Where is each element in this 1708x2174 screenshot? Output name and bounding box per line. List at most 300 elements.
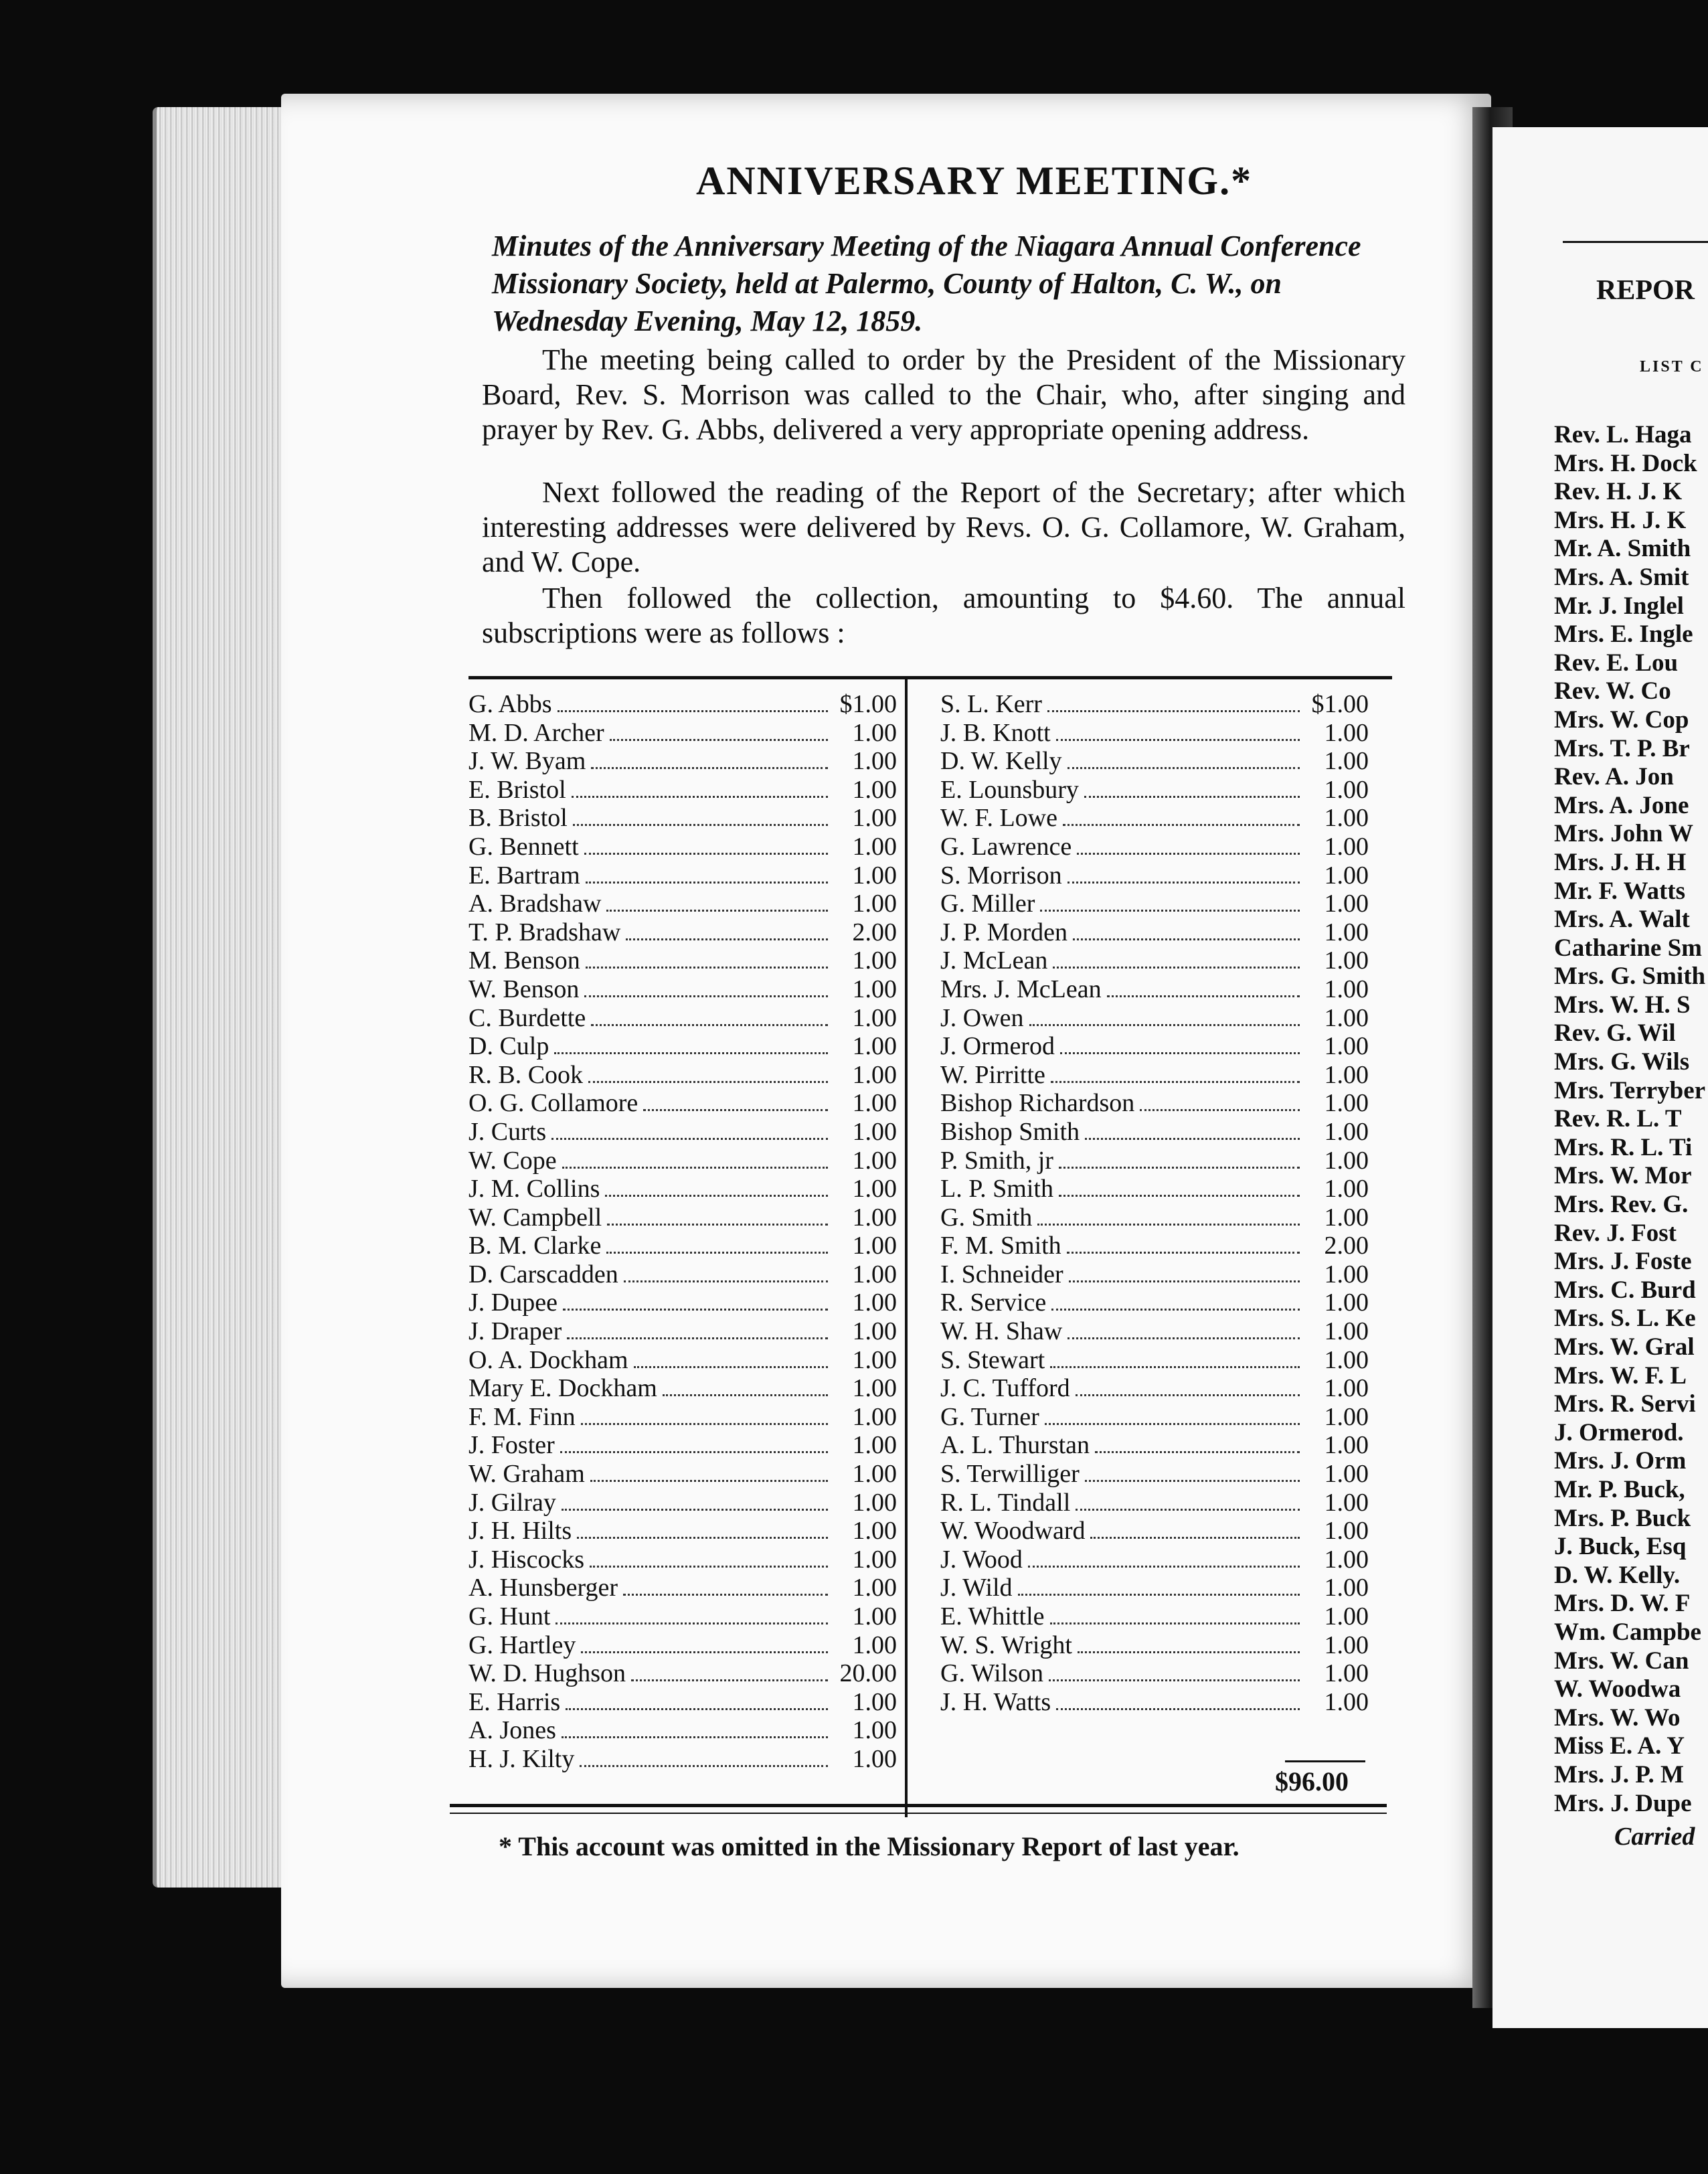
- leader-dots: [1076, 1394, 1300, 1396]
- right-page-name: Mrs. A. Jone: [1554, 791, 1689, 819]
- leader-dots: [1095, 1451, 1300, 1453]
- subscription-amount: 1.00: [852, 1488, 897, 1517]
- subscription-row: [468, 689, 897, 718]
- leader-dots: [563, 1309, 828, 1311]
- subscriber-name: W. Benson: [468, 975, 580, 1003]
- subscription-row: [468, 1630, 897, 1659]
- subscription-amount: 1.00: [1324, 1146, 1369, 1175]
- right-page-name: Mrs. John W: [1554, 820, 1693, 848]
- right-page-footer: Carried: [1614, 1823, 1695, 1851]
- subscription-row: [940, 1117, 1369, 1146]
- subscription-amount: 1.00: [852, 861, 897, 890]
- subscription-row: [468, 1716, 897, 1744]
- leader-dots: [573, 824, 828, 826]
- right-page-name: Rev. J. Fost: [1554, 1219, 1677, 1247]
- subscriber-name: W. Cope: [468, 1146, 557, 1175]
- subscription-amount: 1.00: [852, 1402, 897, 1431]
- subscriber-name: J. Gilray: [468, 1488, 556, 1517]
- paragraph-addresses: Next followed the reading of the Report of the Secretary; after which interesting addresses were delivered by Revs. O. G. Collamore, W. Graham, and W. Cope.: [482, 476, 1405, 578]
- right-page-name: D. W. Kelly.: [1554, 1561, 1681, 1589]
- subscription-row: [468, 861, 897, 890]
- subscription-row: [468, 803, 897, 832]
- right-page-name: Mrs. W. Mor: [1554, 1162, 1692, 1190]
- subscriber-name: G. Hunt: [468, 1602, 551, 1630]
- subscriber-name: A. Bradshaw: [468, 890, 602, 918]
- subscriber-name: J. W. Byam: [468, 747, 586, 776]
- leader-dots: [584, 853, 828, 855]
- right-page-name: Mrs. J. Orm: [1554, 1447, 1687, 1475]
- subscriber-name: G. Miller: [940, 890, 1035, 918]
- subscription-row: [468, 1288, 897, 1317]
- paragraph-collection: Then followed the collection, amounting to $4.60. The annual subscriptions were as follows :: [482, 582, 1405, 649]
- subscription-row: [468, 1602, 897, 1630]
- subscriber-name: B. Bristol: [468, 804, 568, 833]
- right-page-name: Rev. G. Wil: [1554, 1019, 1676, 1048]
- leader-dots: [1073, 938, 1300, 940]
- leader-dots: [607, 1224, 828, 1226]
- leader-dots: [1050, 1366, 1300, 1368]
- leader-dots: [590, 1480, 828, 1482]
- subscription-row: [940, 1659, 1369, 1687]
- subscription-amount: 1.00: [1324, 718, 1369, 747]
- leader-dots: [556, 1622, 828, 1624]
- subscriber-name: W. S. Wright: [940, 1630, 1072, 1659]
- subscriber-name: J. Hiscocks: [468, 1545, 585, 1574]
- leader-dots: [554, 1052, 828, 1054]
- leader-dots: [1077, 853, 1300, 855]
- subscription-row: [940, 1630, 1369, 1659]
- subscriber-name: T. P. Bradshaw: [468, 918, 621, 946]
- subscription-row: [468, 1203, 897, 1232]
- subscriber-name: J. M. Collins: [468, 1175, 600, 1203]
- subscriber-name: E. Lounsbury: [940, 775, 1079, 804]
- subscription-row: [468, 1231, 897, 1260]
- subscription-row: [940, 861, 1369, 890]
- subscriber-name: R. Service: [940, 1288, 1047, 1317]
- subscriber-name: G. Smith: [940, 1203, 1033, 1232]
- leader-dots: [584, 995, 828, 997]
- meeting-subtitle: Minutes of the Anniversary Meeting of the Niagara Annual Conference Missionary Society, held at Palermo, County of Halton, C. W., on Wednesday Evening, May 12, 1859.: [492, 230, 1361, 337]
- subscription-amount: 1.00: [1324, 1117, 1369, 1146]
- subscriber-name: A. Jones: [468, 1716, 556, 1745]
- subscriber-name: J. H. Watts: [940, 1687, 1051, 1716]
- subscription-amount: 1.00: [852, 1687, 897, 1716]
- leader-dots: [558, 710, 828, 712]
- right-page-name: Catharine Sm: [1554, 934, 1702, 962]
- leader-dots: [562, 1736, 828, 1738]
- right-page-title: REPOR: [1596, 275, 1695, 306]
- subscription-amount: 1.00: [1324, 1402, 1369, 1431]
- leader-dots: [1056, 739, 1300, 741]
- leader-dots: [663, 1394, 828, 1396]
- leader-dots: [1047, 710, 1300, 712]
- leader-dots: [624, 1280, 828, 1282]
- right-page-name: Mr. F. Watts: [1554, 877, 1685, 905]
- leader-dots: [591, 1024, 828, 1026]
- right-page-name: Mrs. A. Walt: [1554, 906, 1690, 934]
- subscription-row: [468, 775, 897, 804]
- subscriber-name: E. Bartram: [468, 861, 580, 890]
- subscriber-name: H. J. Kilty: [468, 1744, 575, 1773]
- subscriber-name: D. Carscadden: [468, 1260, 618, 1288]
- subscriber-name: W. D. Hughson: [468, 1659, 626, 1688]
- subscription-row: [940, 889, 1369, 918]
- subscriber-name: Bishop Smith: [940, 1117, 1080, 1146]
- subscription-amount: 1.00: [852, 1146, 897, 1175]
- subscriptions-total: $96.00: [1275, 1766, 1349, 1796]
- subscription-row: [468, 1402, 897, 1431]
- subscriber-name: J. Dupee: [468, 1288, 558, 1317]
- subscription-amount: 1.00: [1324, 1517, 1369, 1545]
- subscription-amount: 1.00: [852, 975, 897, 1003]
- subscription-row: [940, 1317, 1369, 1345]
- leader-dots: [586, 967, 828, 969]
- leader-dots: [577, 1537, 828, 1539]
- subscription-amount: 2.00: [852, 918, 897, 946]
- subscription-amount: 1.00: [852, 1288, 897, 1317]
- subscription-amount: 1.00: [852, 1060, 897, 1089]
- subscriber-name: G. Turner: [940, 1402, 1039, 1431]
- subscription-amount: 1.00: [1324, 1574, 1369, 1602]
- subscription-amount: 1.00: [852, 1574, 897, 1602]
- subscriber-name: S. L. Kerr: [940, 690, 1042, 718]
- right-page-subtitle: LIST C: [1640, 358, 1704, 375]
- subscriber-name: J. Wild: [940, 1574, 1013, 1602]
- subscription-row: [468, 746, 897, 775]
- subscriber-name: J. P. Morden: [940, 918, 1068, 946]
- subscription-amount: 1.00: [1324, 1089, 1369, 1118]
- subscription-row: [940, 1060, 1369, 1089]
- subscription-row: [468, 1459, 897, 1488]
- subscriber-name: W. Graham: [468, 1460, 585, 1489]
- subscriber-name: G. Lawrence: [940, 832, 1072, 861]
- leader-dots: [1051, 1309, 1300, 1311]
- subscription-row: [468, 1687, 897, 1716]
- leader-dots: [1028, 1566, 1300, 1568]
- subscription-amount: 1.00: [1324, 1345, 1369, 1374]
- subscriber-name: J. Draper: [468, 1317, 562, 1346]
- subscription-amount: 1.00: [1324, 1460, 1369, 1489]
- subscriber-name: R. L. Tindall: [940, 1488, 1071, 1517]
- right-page-name: Mrs. H. Dock: [1554, 449, 1697, 477]
- leader-dots: [1068, 1337, 1300, 1339]
- subscriber-name: R. B. Cook: [468, 1060, 584, 1089]
- subscriptions-left-column: [468, 689, 897, 1773]
- subscription-row: [468, 1430, 897, 1459]
- subscriber-name: F. M. Smith: [940, 1232, 1061, 1260]
- subscription-row: [468, 1345, 897, 1374]
- subscription-row: [940, 1231, 1369, 1260]
- subscription-row: [940, 1031, 1369, 1060]
- subscription-amount: 1.00: [1324, 1032, 1369, 1061]
- subscription-amount: 1.00: [1324, 975, 1369, 1003]
- leader-dots: [1084, 796, 1300, 798]
- subscriber-name: L. P. Smith: [940, 1175, 1053, 1203]
- subscription-row: [468, 1659, 897, 1687]
- leader-dots: [1068, 767, 1300, 769]
- leader-dots: [634, 1366, 828, 1368]
- subscription-amount: 1.00: [1324, 804, 1369, 833]
- table-top-rule: [468, 676, 1392, 679]
- leader-dots: [1060, 1052, 1300, 1054]
- subscriber-name: G. Bennett: [468, 832, 579, 861]
- right-page-name: Mrs. J. P. M: [1554, 1760, 1684, 1788]
- subscriber-name: J. Foster: [468, 1431, 555, 1460]
- subscription-row: [468, 1003, 897, 1032]
- subscription-row: [468, 718, 897, 747]
- right-page-name: Rev. H. J. K: [1554, 478, 1683, 506]
- subscription-amount: 1.00: [1324, 861, 1369, 890]
- subscription-amount: 1.00: [852, 1630, 897, 1659]
- right-page-name: Mrs. W. Cop: [1554, 705, 1689, 734]
- leader-dots: [590, 1566, 828, 1568]
- subscription-amount: 1.00: [1324, 1288, 1369, 1317]
- subscription-row: [940, 1573, 1369, 1602]
- right-page-name: Rev. E. Lou: [1554, 649, 1679, 677]
- table-bottom-rule-thin: [450, 1813, 1387, 1814]
- footnote: * This account was omitted in the Missionary Report of last year.: [499, 1831, 1240, 1861]
- subscription-amount: $1.00: [1311, 690, 1369, 718]
- subscription-row: [468, 1573, 897, 1602]
- subscriber-name: M. D. Archer: [468, 718, 604, 747]
- subscription-row: [468, 975, 897, 1003]
- subscriber-name: P. Smith, jr: [940, 1146, 1053, 1175]
- subscriber-name: J. McLean: [940, 946, 1048, 975]
- subscription-row: [468, 1174, 897, 1203]
- subscription-amount: 1.00: [852, 1117, 897, 1146]
- subscriber-name: J. Wood: [940, 1545, 1023, 1574]
- leader-dots: [1018, 1594, 1300, 1596]
- subscription-row: [468, 1117, 897, 1146]
- subscription-row: [940, 975, 1369, 1003]
- subscription-amount: 1.00: [852, 890, 897, 918]
- right-page-name: Mrs. J. Dupe: [1554, 1789, 1692, 1817]
- subscription-row: [468, 1516, 897, 1545]
- subscription-amount: 1.00: [1324, 1545, 1369, 1574]
- subscription-row: [940, 1545, 1369, 1574]
- subscription-row: [468, 1373, 897, 1402]
- subscription-row: [468, 1146, 897, 1175]
- right-page-name: Mrs. Terryber: [1554, 1076, 1706, 1104]
- subscription-amount: 1.00: [852, 1175, 897, 1203]
- subscription-row: [940, 1402, 1369, 1431]
- leader-dots: [581, 1423, 828, 1425]
- subscription-row: [940, 718, 1369, 747]
- subscription-amount: 1.00: [1324, 1175, 1369, 1203]
- leader-dots: [562, 1509, 828, 1511]
- right-page-name: Wm. Campbe: [1554, 1618, 1701, 1646]
- subscription-row: [468, 889, 897, 918]
- subscriber-name: W. Pirritte: [940, 1060, 1045, 1089]
- subscription-amount: 1.00: [852, 1003, 897, 1032]
- subscriber-name: W. H. Shaw: [940, 1317, 1063, 1346]
- subscription-row: [940, 775, 1369, 804]
- right-page-name: J. Ormerod.: [1554, 1418, 1684, 1446]
- subscriber-name: D. Culp: [468, 1032, 549, 1061]
- subscription-amount: 1.00: [852, 1431, 897, 1460]
- right-page-name: Mrs. R. Servi: [1554, 1390, 1696, 1418]
- right-page-name: Mrs. G. Wils: [1554, 1048, 1690, 1076]
- subscription-row: [940, 918, 1369, 946]
- right-page-name: Mrs. D. W. F: [1554, 1590, 1691, 1618]
- subscription-row: [940, 1088, 1369, 1117]
- subscriber-name: E. Bristol: [468, 775, 566, 804]
- leader-dots: [1059, 1195, 1300, 1197]
- subscription-amount: 1.00: [1324, 1060, 1369, 1089]
- right-page-name: Mrs. J. Foste: [1554, 1248, 1692, 1276]
- subscriptions-right-column: [940, 689, 1369, 1716]
- subscription-row: [940, 1459, 1369, 1488]
- subscription-amount: 1.00: [852, 1460, 897, 1489]
- subscriber-name: I. Schneider: [940, 1260, 1063, 1288]
- subscriber-name: J. H. Hilts: [468, 1517, 572, 1545]
- subscription-row: [940, 746, 1369, 775]
- leader-dots: [1090, 1537, 1300, 1539]
- subscriber-name: C. Burdette: [468, 1003, 586, 1032]
- subscription-amount: 1.00: [1324, 918, 1369, 946]
- leader-dots: [631, 1679, 828, 1681]
- right-page-name: Rev. A. Jon: [1554, 763, 1674, 791]
- leader-dots: [1056, 1708, 1300, 1710]
- leader-dots: [1107, 995, 1300, 997]
- leader-dots: [643, 1109, 828, 1111]
- right-page-name: Mrs. W. Gral: [1554, 1333, 1695, 1361]
- subscription-amount: $1.00: [839, 690, 897, 718]
- leader-dots: [1069, 1280, 1300, 1282]
- right-page-name: Rev. R. L. T: [1554, 1105, 1682, 1133]
- subscription-amount: 1.00: [1324, 1203, 1369, 1232]
- right-page-name: Rev. L. Haga: [1554, 421, 1692, 448]
- subscription-amount: 1.00: [1324, 1431, 1369, 1460]
- subscription-row: [940, 1003, 1369, 1032]
- subscription-row: [940, 1146, 1369, 1175]
- subscription-amount: 1.00: [1324, 1003, 1369, 1032]
- subscription-amount: 1.00: [1324, 1602, 1369, 1630]
- right-page-name: Mrs. G. Smith: [1554, 963, 1706, 991]
- subscription-amount: 1.00: [1324, 946, 1369, 975]
- subscriber-name: G. Wilson: [940, 1659, 1044, 1688]
- subscriber-name: Mary E. Dockham: [468, 1374, 657, 1403]
- page-title: ANNIVERSARY MEETING.*: [696, 159, 1253, 203]
- subscriber-name: S. Morrison: [940, 861, 1062, 890]
- subscription-amount: 1.00: [852, 1545, 897, 1574]
- right-page-name: Mrs. Rev. G.: [1554, 1191, 1689, 1219]
- subscription-amount: 1.00: [852, 1032, 897, 1061]
- right-page-name: Miss E. A. Y: [1554, 1732, 1685, 1760]
- subscription-amount: 1.00: [852, 1089, 897, 1118]
- leader-dots: [560, 1451, 828, 1453]
- right-page-name: Mrs. R. L. Ti: [1554, 1133, 1693, 1161]
- right-page-name: Mrs. H. J. K: [1554, 506, 1687, 534]
- subscription-amount: 1.00: [852, 1232, 897, 1260]
- leader-dots: [606, 1252, 828, 1254]
- column-divider: [905, 676, 908, 1817]
- subscription-row: [940, 1174, 1369, 1203]
- subscriber-name: J. B. Knott: [940, 718, 1051, 747]
- leader-dots: [1040, 910, 1300, 912]
- leader-dots: [566, 1708, 828, 1710]
- subscription-amount: 1.00: [1324, 1374, 1369, 1403]
- subscriber-name: F. M. Finn: [468, 1402, 576, 1431]
- subscription-amount: 1.00: [852, 1317, 897, 1346]
- subscriber-name: O. A. Dockham: [468, 1345, 628, 1374]
- right-page-name: Mrs. J. H. H: [1554, 848, 1687, 876]
- leader-dots: [1067, 1252, 1300, 1254]
- subscription-amount: 1.00: [1324, 1630, 1369, 1659]
- subscription-row: [468, 1260, 897, 1288]
- leader-dots: [1049, 1679, 1300, 1681]
- right-page-name: Mrs. P. Buck: [1554, 1504, 1691, 1532]
- subscriber-name: J. Curts: [468, 1117, 547, 1146]
- subscription-row: [468, 1060, 897, 1089]
- subscriber-name: S. Stewart: [940, 1345, 1045, 1374]
- subscription-amount: 2.00: [1324, 1232, 1369, 1260]
- right-page-name: Rev. W. Co: [1554, 677, 1671, 705]
- subscriber-name: G. Hartley: [468, 1630, 576, 1659]
- leader-dots: [562, 1167, 828, 1169]
- subscriber-name: S. Terwilliger: [940, 1460, 1080, 1489]
- leader-dots: [1059, 1167, 1300, 1169]
- subscription-row: [940, 1260, 1369, 1288]
- right-page-name-list: [1554, 420, 1705, 1817]
- leader-dots: [586, 882, 828, 884]
- subscriber-name: W. F. Lowe: [940, 804, 1057, 833]
- right-page-name: Mrs. E. Ingle: [1554, 620, 1693, 649]
- subscription-amount: 1.00: [852, 1744, 897, 1773]
- subscriber-name: G. Abbs: [468, 690, 552, 718]
- subscriber-name: O. G. Collamore: [468, 1089, 638, 1118]
- right-page-name: Mr. A. Smith: [1554, 535, 1691, 563]
- leader-dots: [1068, 882, 1300, 884]
- subscription-amount: 1.00: [852, 1602, 897, 1630]
- subscriber-name: E. Whittle: [940, 1602, 1045, 1630]
- subscription-row: [940, 1430, 1369, 1459]
- subscription-row: [940, 1345, 1369, 1374]
- leader-dots: [1029, 1024, 1300, 1026]
- subscriber-name: J. C. Tufford: [940, 1374, 1070, 1403]
- leader-dots: [572, 796, 828, 798]
- right-page-name: Mrs. W. Can: [1554, 1647, 1689, 1675]
- leader-dots: [606, 910, 828, 912]
- subscription-row: [940, 1288, 1369, 1317]
- leader-dots: [1063, 824, 1300, 826]
- leader-dots: [1037, 1224, 1300, 1226]
- leader-dots: [588, 1081, 828, 1083]
- subscriber-name: J. Ormerod: [940, 1032, 1055, 1061]
- subscription-amount: 1.00: [1324, 1687, 1369, 1716]
- leader-dots: [1051, 1081, 1300, 1083]
- subscription-amount: 1.00: [1324, 832, 1369, 861]
- subscription-amount: 1.00: [852, 1716, 897, 1745]
- table-bottom-rule: [450, 1804, 1387, 1807]
- subscription-row: [468, 1545, 897, 1574]
- subscription-amount: 1.00: [1324, 747, 1369, 776]
- leader-dots: [626, 938, 828, 940]
- leader-dots: [1078, 1651, 1300, 1653]
- subscription-amount: 20.00: [839, 1659, 897, 1688]
- subscription-row: [940, 1203, 1369, 1232]
- subscription-row: [940, 689, 1369, 718]
- leader-dots: [1140, 1109, 1300, 1111]
- right-page-name: Mrs. C. Burd: [1554, 1276, 1696, 1304]
- subscription-row: [468, 1488, 897, 1517]
- subscription-amount: 1.00: [852, 832, 897, 861]
- leader-dots: [551, 1138, 828, 1140]
- subscription-row: [468, 918, 897, 946]
- subscription-amount: 1.00: [1324, 775, 1369, 804]
- leader-dots: [605, 1195, 828, 1197]
- leader-dots: [1053, 967, 1300, 969]
